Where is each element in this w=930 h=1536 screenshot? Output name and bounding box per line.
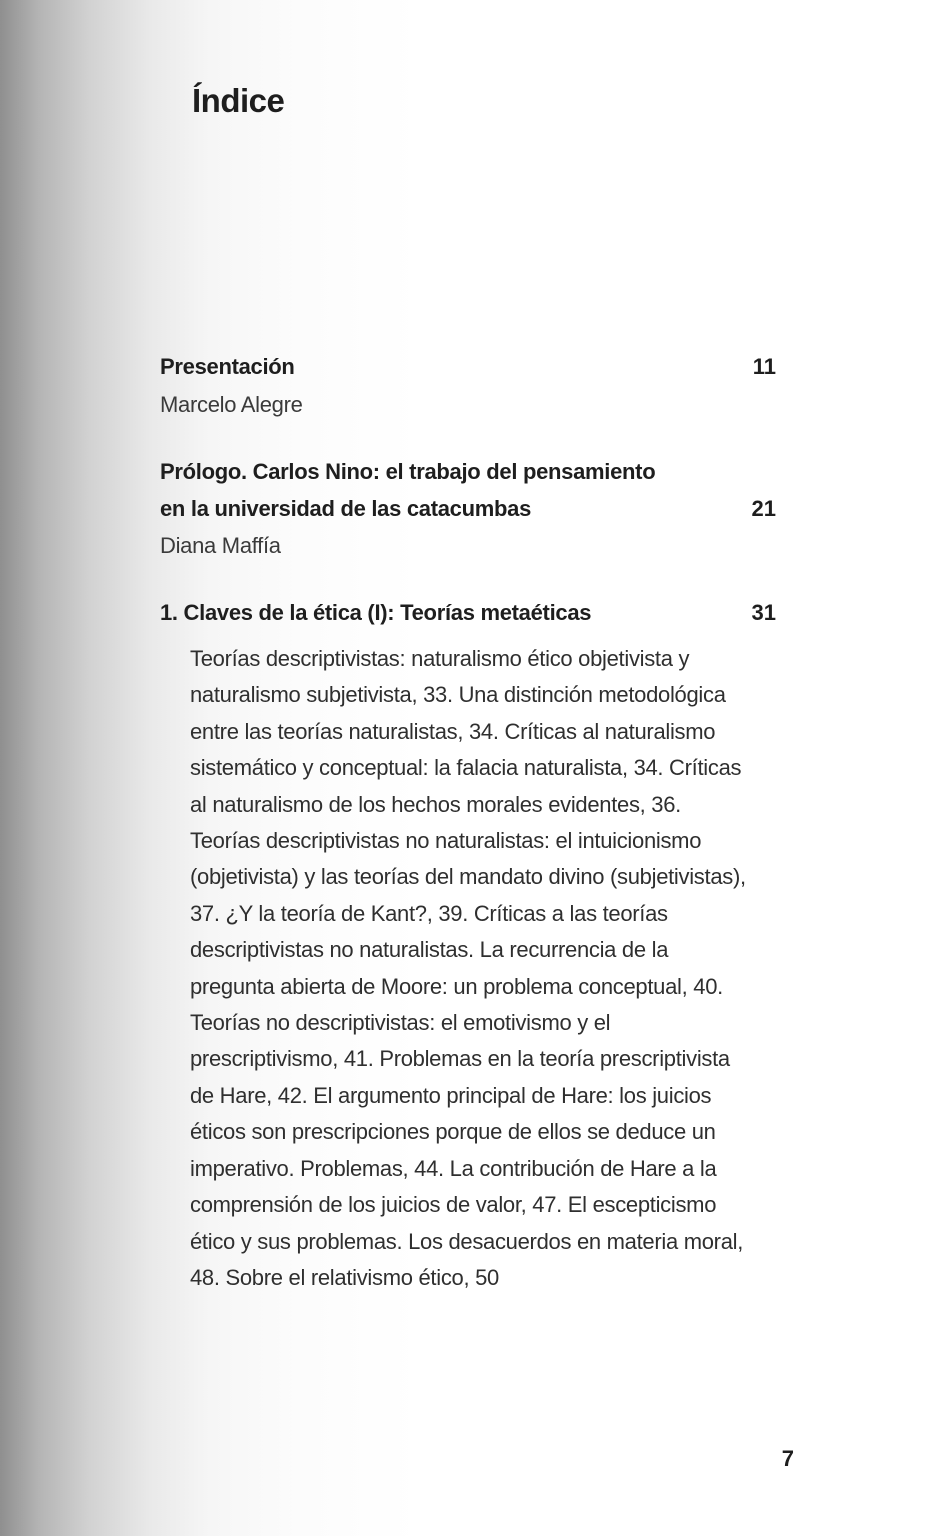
toc-entry-title-presentacion: Presentación <box>160 354 295 379</box>
toc-entry-title-chapter-1: 1. Claves de la ética (I): Teorías metaéticas <box>160 600 592 625</box>
toc-entry-page-prologo: 21 <box>751 496 776 521</box>
page-title: Índice <box>192 82 285 119</box>
toc-entry-summary-chapter-1: Teorías descriptivistas: naturalismo ético objetivista y naturalismo subjetivista, 33. Una distinción metodológica entre las teorías naturalistas, 34. Críticas al naturalismo sistemático y conceptual: la falacia naturalista, 34. Críticas al naturalismo de los hechos morales evidentes, 36. Teorías descriptivistas no naturalistas: el intuicionismo (objetivista) y las teorías del mandato divino (subjetivistas), 37. ¿Y la teoría de Kant?, 39. Críticas a las teorías descriptivistas no naturalistas. La recurrencia de la pregunta abierta de Moore: un problema conceptual, 40. Teorías no descriptivistas: el emotivismo y el prescriptivismo, 41. Problemas en la teoría prescriptivista de Hare, 42. El argumento principal de Hare: los juicios éticos son prescripciones porque de ellos se deduce un imperativo. Problemas, 44. La contribución de Hare a la comprensión de los juicios de valor, 47. El escepticismo ético y sus problemas. Los desacuerdos en materia moral, 48. Sobre el relativismo ético, 50 <box>190 646 746 1290</box>
toc-entry-page-chapter-1: 31 <box>751 600 776 625</box>
page-number: 7 <box>781 1446 794 1471</box>
toc-entry-author-presentacion: Marcelo Alegre <box>160 392 303 417</box>
toc-entry-author-prologo: Diana Maffía <box>160 533 281 558</box>
toc-entry-page-presentacion: 11 <box>752 354 776 379</box>
toc-entry-title-prologo-line1: Prólogo. Carlos Nino: el trabajo del pensamiento <box>160 459 656 484</box>
toc-entry-title-prologo-line2: en la universidad de las catacumbas <box>160 496 531 521</box>
